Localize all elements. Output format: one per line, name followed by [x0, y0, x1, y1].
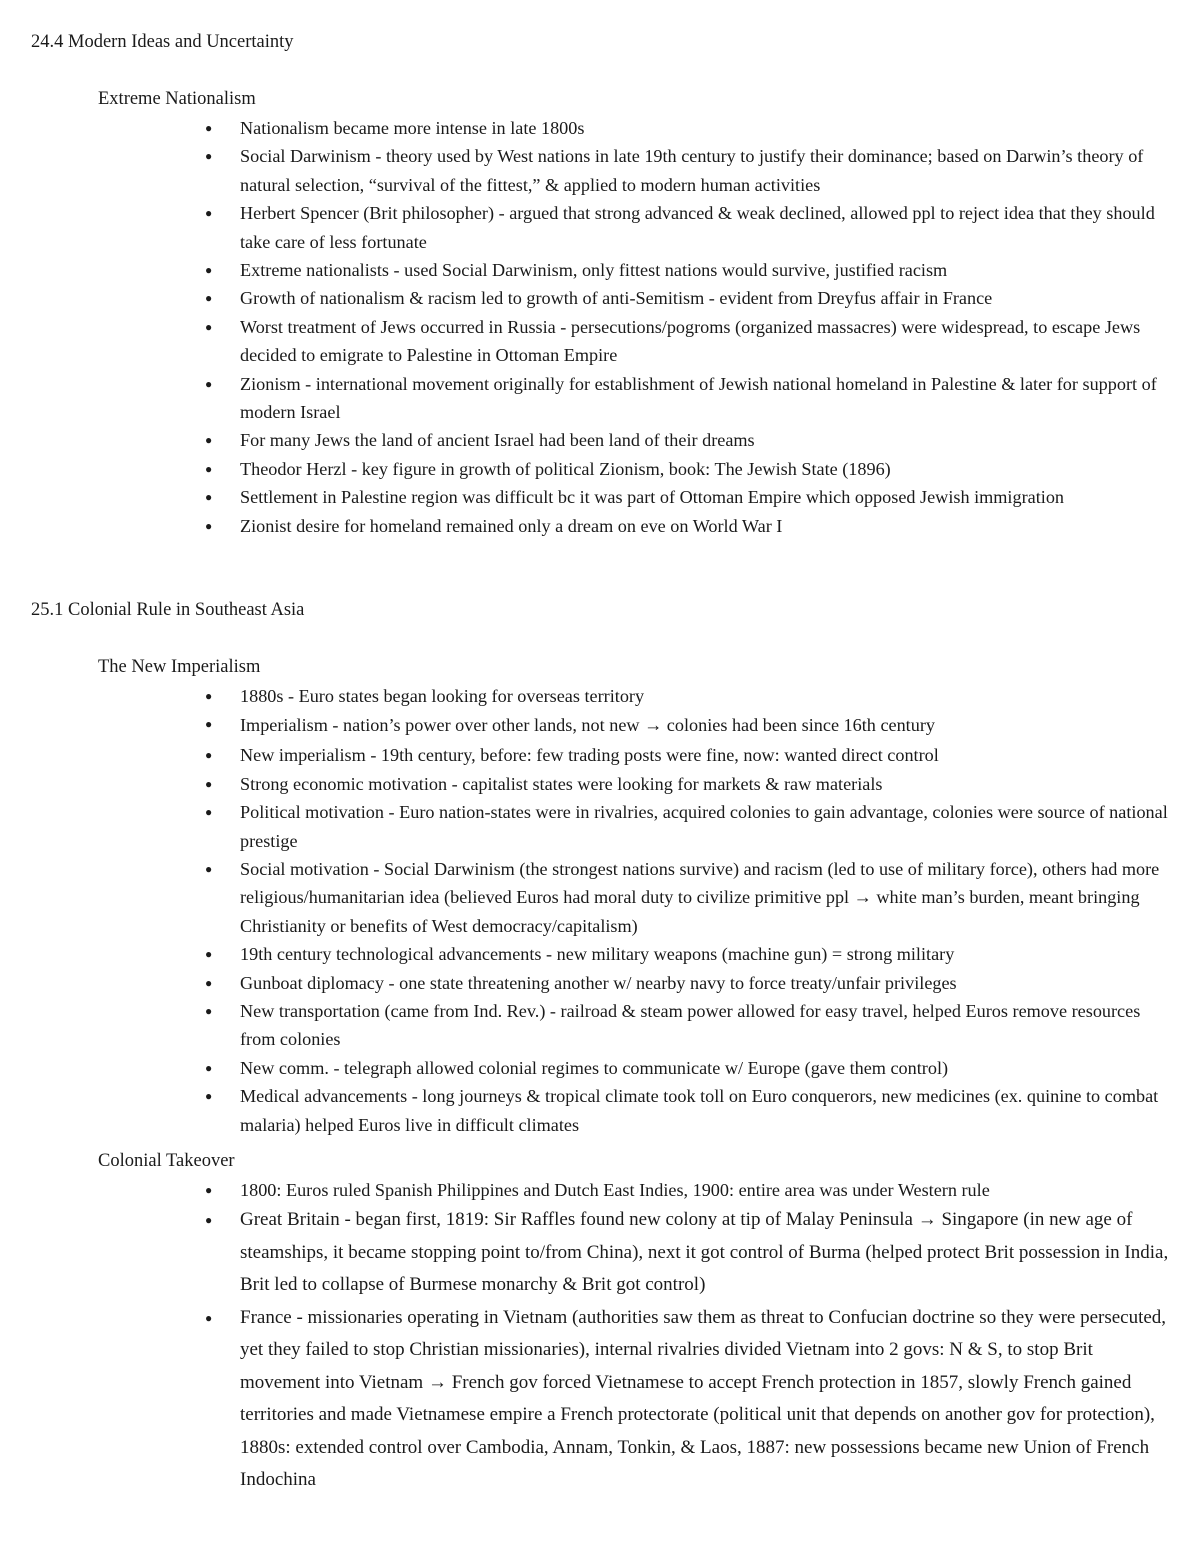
colonial-takeover-list [202, 1176, 1177, 1497]
list-item: ● Zionist desire for homeland remained only a dream on eve on World War I [202, 512, 1177, 540]
list-item: ● Social Darwinism - theory used by West nations in late 19th century to justify their dominance; based on Darwin’s theory of natural selection, “survival of the fittest,” & applied to modern human activities [202, 142, 1177, 199]
list-item: ● Growth of nationalism & racism led to growth of anti-Semitism - evident from Dreyfus affair in France [202, 284, 1177, 312]
list-item: ● New comm. - telegraph allowed colonial regimes to communicate w/ Europe (gave them control) [202, 1054, 1177, 1082]
subheading-new-imperialism: The New Imperialism [98, 657, 261, 677]
list-item: ● Extreme nationalists - used Social Darwinism, only fittest nations would survive, justified racism [202, 256, 1177, 284]
section-heading-24-4: 24.4 Modern Ideas and Uncertainty [31, 32, 294, 52]
list-item: ● Political motivation - Euro nation-states were in rivalries, acquired colonies to gain advantage, colonies were source of national prestige [202, 798, 1177, 855]
list-item: ● New transportation (came from Ind. Rev.) - railroad & steam power allowed for easy travel, helped Euros remove resources from colonies [202, 997, 1177, 1054]
list-item: ● Medical advancements - long journeys & tropical climate took toll on Euro conquerors, new medicines (ex. quinine to combat malaria) helped Euros live in difficult climates [202, 1082, 1177, 1139]
new-imperialism-list [202, 682, 1177, 1139]
list-item: ● 19th century technological advancements - new military weapons (machine gun) = strong military [202, 940, 1177, 968]
extreme-nationalism-list [202, 114, 1177, 540]
list-item: ● New imperialism - 19th century, before: few trading posts were fine, now: wanted direct control [202, 741, 1177, 769]
list-item: ● Strong economic motivation - capitalist states were looking for markets & raw materials [202, 770, 1177, 798]
subheading-extreme-nationalism: Extreme Nationalism [98, 89, 256, 109]
list-item: ● 1880s - Euro states began looking for overseas territory [202, 682, 1177, 710]
list-item: ● Herbert Spencer (Brit philosopher) - argued that strong advanced & weak declined, allowed ppl to reject idea that they should take care of less fortunate [202, 199, 1177, 256]
list-item: ● Nationalism became more intense in late 1800s [202, 114, 1177, 142]
list-item: ● France - missionaries operating in Vietnam (authorities saw them as threat to Confucian doctrine so they were persecuted, yet they failed to stop Christian missionaries), internal rivalries divided Vietnam into 2 govs: N & S, to stop Brit movement into Vietnam → French gov forced Vietnamese to accept French protection in 1857, slowly French gained territories and made Vietnamese empire a French protectorate (political unit that depends on another gov for protection), 1880s: extended control over Cambodia, Annam, Tonkin, & Laos, 1887: new possessions became new Union of French Indochina [202, 1302, 1177, 1497]
list-item: ● Imperialism - nation’s power over other lands, not new → colonies had been since 16th century [202, 710, 1177, 741]
list-item: ● Social motivation - Social Darwinism (the strongest nations survive) and racism (led to use of military force), others had more religious/humanitarian idea (believed Euros had moral duty to civilize primitive ppl → white man’s burden, meant bringing Christianity or benefits of West democracy/capitalism) [202, 855, 1177, 940]
list-item: ● 1800: Euros ruled Spanish Philippines and Dutch East Indies, 1900: entire area was under Western rule [202, 1176, 1177, 1204]
list-item: ● Settlement in Palestine region was difficult bc it was part of Ottoman Empire which opposed Jewish immigration [202, 483, 1177, 511]
list-item: ● Theodor Herzl - key figure in growth of political Zionism, book: The Jewish State (1896) [202, 455, 1177, 483]
list-item: ● For many Jews the land of ancient Israel had been land of their dreams [202, 426, 1177, 454]
subheading-colonial-takeover: Colonial Takeover [98, 1151, 235, 1171]
list-item: ● Great Britain - began first, 1819: Sir Raffles found new colony at tip of Malay Peninsula → Singapore (in new age of steamships, it became stopping point to/from China), next it got control of Burma (helped protect Brit possession in India, Brit led to collapse of Burmese monarchy & Brit got control) [202, 1204, 1177, 1302]
list-item: ● Zionism - international movement originally for establishment of Jewish national homeland in Palestine & later for support of modern Israel [202, 370, 1177, 427]
list-item: ● Gunboat diplomacy - one state threatening another w/ nearby navy to force treaty/unfair privileges [202, 969, 1177, 997]
section-heading-25-1: 25.1 Colonial Rule in Southeast Asia [31, 600, 305, 620]
list-item: ● Worst treatment of Jews occurred in Russia - persecutions/pogroms (organized massacres) were widespread, to escape Jews decided to emigrate to Palestine in Ottoman Empire [202, 313, 1177, 370]
